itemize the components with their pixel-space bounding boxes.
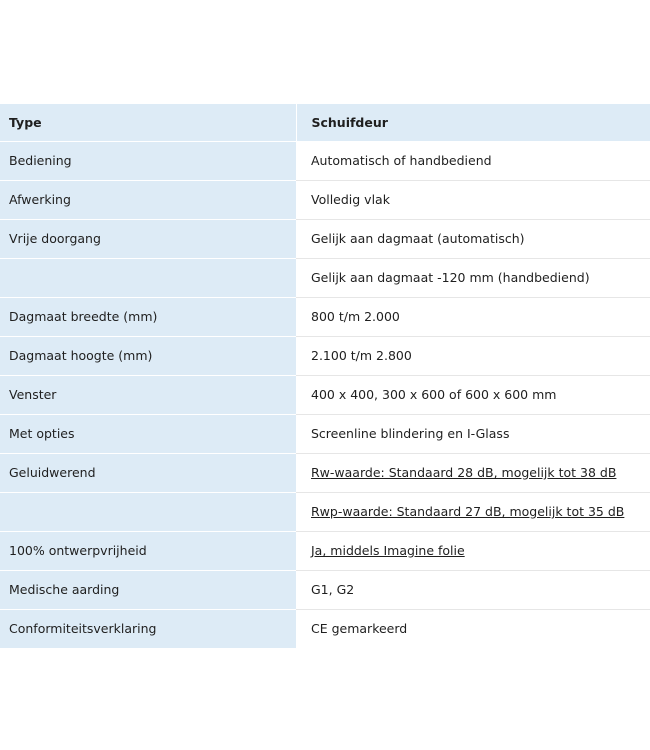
table-row — [0, 336, 650, 375]
row-value: Gelijk aan dagmaat -120 mm (handbediend) — [296, 258, 650, 297]
row-value: CE gemarkeerd — [296, 609, 650, 648]
row-label: Conformiteitsverklaring — [0, 609, 296, 648]
row-label — [0, 492, 296, 531]
row-label: Medische aarding — [0, 570, 296, 609]
row-value — [296, 531, 650, 570]
table-row — [0, 453, 650, 492]
row-label: Vrije doorgang — [0, 219, 296, 258]
row-value: G1, G2 — [296, 570, 650, 609]
table-row — [0, 258, 650, 297]
row-label: 100% ontwerpvrijheid — [0, 531, 296, 570]
table-row — [0, 219, 650, 258]
table-header-row — [0, 104, 650, 141]
row-value — [296, 492, 650, 531]
table-row — [0, 492, 650, 531]
row-label: Met opties — [0, 414, 296, 453]
row-value: Automatisch of handbediend — [296, 141, 650, 180]
row-value — [296, 453, 650, 492]
row-label: Bediening — [0, 141, 296, 180]
row-label: Venster — [0, 375, 296, 414]
imagine-folie-link[interactable]: Ja, middels Imagine folie — [311, 543, 465, 558]
row-label: Dagmaat hoogte (mm) — [0, 336, 296, 375]
row-value: Screenline blindering en I-Glass — [296, 414, 650, 453]
table-row — [0, 141, 650, 180]
table-row — [0, 609, 650, 648]
row-value: 800 t/m 2.000 — [296, 297, 650, 336]
header-value: Schuifdeur — [296, 104, 650, 141]
row-label: Dagmaat breedte (mm) — [0, 297, 296, 336]
row-label: Afwerking — [0, 180, 296, 219]
rw-value-link[interactable]: Rw-waarde: Standaard 28 dB, mogelijk tot 38 dB — [311, 465, 617, 480]
row-value: Volledig vlak — [296, 180, 650, 219]
table-body — [0, 141, 650, 648]
row-label: Geluidwerend — [0, 453, 296, 492]
header-label: Type — [0, 104, 296, 141]
row-value: 2.100 t/m 2.800 — [296, 336, 650, 375]
table-row — [0, 531, 650, 570]
row-label — [0, 258, 296, 297]
row-value: 400 x 400, 300 x 600 of 600 x 600 mm — [296, 375, 650, 414]
rwp-value-link[interactable]: Rwp-waarde: Standaard 27 dB, mogelijk tot 35 dB — [311, 504, 625, 519]
spec-table — [0, 104, 650, 648]
table-row — [0, 570, 650, 609]
table-row — [0, 414, 650, 453]
table-row — [0, 180, 650, 219]
row-value: Gelijk aan dagmaat (automatisch) — [296, 219, 650, 258]
table-row — [0, 375, 650, 414]
table-row — [0, 297, 650, 336]
